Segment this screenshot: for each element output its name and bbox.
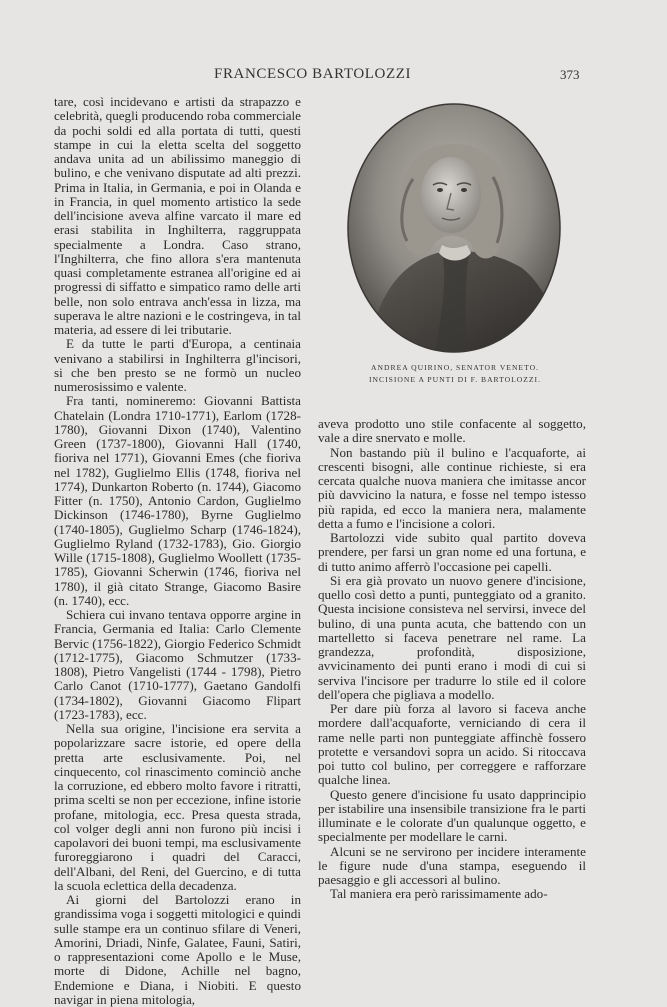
running-header	[0, 66, 667, 84]
paragraph: Nella sua origine, l'incisione era servita a popolarizzare sacre istorie, ed opere della pretta arte esclusivamente. Poi, nel cinquecento, col rinascimento cominciò anche la corruzione, ed ebbero molto favore i ritratti, prima scelti se non per eccezione, infine istorie profane, mitologia, ecc. Presa questa strada, col volger degli anni non furono più incisi i capolavori dei buoni tempi, ma esclusivamente furoreggiarono i quadri del Caracci, dell'Albani, del Reni, del Guercino, e di tutta la scuola eclettica della decadenza.	[54, 721, 301, 893]
paragraph: Ai giorni del Bartolozzi erano in grandissima voga i soggetti mitologici e quindi sulle stampe era un continuo sfilare di Veneri, Amorini, Driadi, Ninfe, Galatee, Fauni, Satiri, o rappresentazioni come Apollo e le Muse, morte di Didone, Achille nel bagno, Endemione e Diana, i Niobiti. E questo navigar in piena mitologia,	[54, 892, 301, 1007]
paragraph: Questo genere d'incisione fu usato dapprincipio per istabilire una insensibile transizione fra le parti illuminate e le colorate d'un qualunque oggetto, e specialmente per modellare le carni.	[318, 786, 586, 845]
caption-line: ANDREA QUIRINO, SENATOR VENETO.	[371, 363, 539, 372]
portrait-engraving	[347, 103, 561, 353]
page-number: 373	[560, 67, 580, 82]
paragraph: Alcuni se ne servirono per incidere interamente le figure nude d'una stampa, eseguendo il paesaggio e gli accessori al bulino.	[318, 843, 586, 887]
caption-line: INCISIONE A PUNTI DI F. BARTOLOZZI.	[369, 375, 541, 384]
paragraph: Bartolozzi vide subito qual partito doveva prendere, per farsi un gran nome ed una fortuna, e di tutto animo afferrò l'occasione pei capelli.	[318, 530, 586, 574]
illustration-caption	[322, 362, 588, 386]
paragraph: Non bastando più il bulino e l'acquaforte, ai crescenti bisogni, alle continue richieste, si era cercata qualche nuova maniera che imitasse ancor più davvicino la natura, e fosse nel tempo istesso più rapida, ed ecco la maniera nera, malamente detta a fumo e l'incisione a colori.	[318, 444, 586, 531]
paragraph: Fra tanti, nomineremo: Giovanni Battista Chatelain (Londra 1710-1771), Earlom (1728-1780), Giovanni Dixon (1740), Valentino Green (1737-1800), Giovanni Hall (1740, fioriva nel 1771), Giovanni Emes (che fioriva nel 1782), Guglielmo Ellis (1748, fioriva nel 1774), Dunkarton Roberto (n. 1744), Giacomo Fitter (n. 1750), Antonio Cardon, Guglielmo Dickinson (1746-1780), Byrne Guglielmo (1740-1805), Guglielmo Scharp (1746-1824), Guglielmo Ryland (1732-1783), Gio. Giorgio Wille (1715-1808), Guglielmo Woollett (1735-1785), Giovanni Scherwin (1746, fioriva nel 1780), il già citato Strange, Giacomo Basire (n. 1740), ecc.	[54, 393, 301, 608]
paragraph: Schiera cui invano tentava opporre argine in Francia, Germania ed Italia: Carlo Clemente Bervic (1756-1822), Giorgio Federico Schmidt (1712-1775), Giacomo Schmutzer (1733-1808), Pietro Vangelisti (1744 - 1798), Pietro Carlo Canot (1710-1777), Gaetano Gandolfi (1734-1802), Giovanni Giacomo Flipart (1723-1783), ecc.	[54, 607, 301, 722]
left-text-column	[54, 94, 301, 1007]
paragraph: Per dare più forza al lavoro si faceva anche mordere dall'acquaforte, verniciando di cera il rame nelle parti non punteggiate affinchè fossero protette e versandovi sopra un acido. Si ritoccava poi tutto col bulino, per correggere e rafforzare qualche linea.	[318, 701, 586, 788]
paragraph: Tal maniera era però rarissimamente ado-	[330, 886, 548, 902]
portrait-illustration	[347, 103, 561, 353]
right-text-column	[318, 416, 586, 902]
paragraph: Si era già provato un nuovo genere d'incisione, quello così detto a punti, punteggiato od a granito. Questa incisione consisteva nel servirsi, invece del bulino, di una punta acuta, che battendo con un martelletto si faceva penetrare nel rame. La grandezza, profondità, disposizione, avvicinamento dei punti erano i modi di cui si serviva l'incisore per tradurre lo stile ed il colore dell'opera che pigliava a modello.	[318, 572, 586, 702]
running-title: FRANCESCO BARTOLOZZI	[214, 66, 412, 82]
paragraph: aveva prodotto uno stile confacente al soggetto, vale a dire snervato e molle.	[318, 416, 586, 446]
paragraph: tare, così incidevano e artisti da strapazzo e celebrità, quegli producendo roba commerciale da pochi soldi ed alla portata di tutti, questi stampe in cui la eletta scelta del soggetto andava unita ad un abilissimo maneggio di bulino, e che venivano disputate ad alti prezzi. Prima in Italia, in Germania, e poi in Olanda e in Francia, in quel momento artistico la sede dell'incisione aveva alfine varcato il mare ed erasi stabilita in Inghilterra, raggruppata specialmente a Londra. Caso strano, l'Inghilterra, che fino allora s'era mantenuta quasi completamente estranea all'origine ed ai progressi di siffatto e simpatico ramo delle arti belle, non solo entrava anch'essa in lizza, ma superava le altre nazioni e le costringeva, in tal materia, ad essere di lei tributarie.	[54, 94, 301, 337]
paragraph: E da tutte le parti d'Europa, a centinaia venivano a stabilirsi in Inghilterra gl'incisori, si che ben presto se ne formò un nucleo numerosissimo e valente.	[54, 336, 301, 394]
